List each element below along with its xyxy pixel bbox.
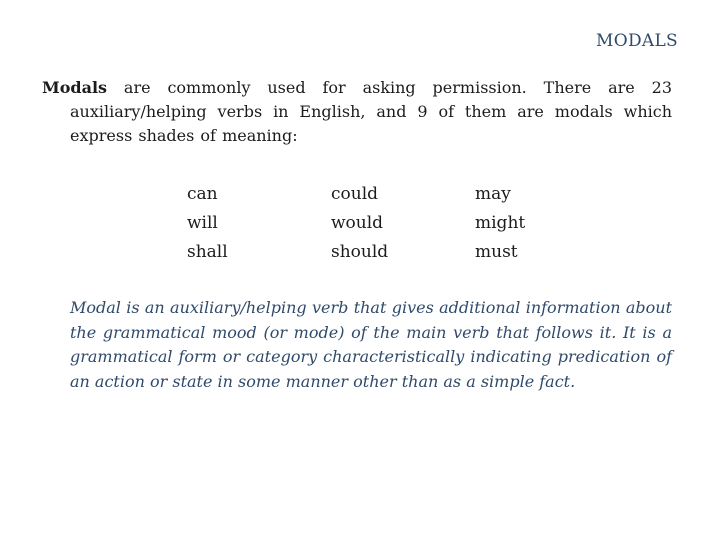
modal-verb: should	[331, 242, 389, 262]
modal-verb: may	[475, 184, 511, 204]
intro-paragraph	[42, 76, 672, 148]
modal-verb: shall	[187, 242, 228, 262]
modal-column-1	[187, 180, 331, 267]
modal-column-3	[475, 180, 619, 267]
modal-verb: might	[475, 213, 526, 233]
intro-text: are commonly used for asking permission. There are 23 auxiliary/helping verbs in English, and 9 of them are modals which express shades of meaning:	[70, 78, 672, 145]
definition-paragraph: Modal is an auxiliary/helping verb that gives additional information about the grammatical mood (or mode) of the main verb that follows it. It is a grammatical form or category characteristically indicating predication of an action or state in some manner other than as a simple fact.	[70, 298, 672, 391]
modal-verb: must	[475, 242, 518, 262]
modal-verbs-list	[187, 180, 619, 267]
page-title: MODALS	[596, 31, 678, 51]
modal-verb: can	[187, 184, 218, 204]
modal-verb: could	[331, 184, 379, 204]
modal-column-2	[331, 180, 475, 267]
modal-verb: would	[331, 213, 384, 233]
modal-verb: will	[187, 213, 218, 233]
intro-lead-word: Modals	[42, 78, 108, 97]
